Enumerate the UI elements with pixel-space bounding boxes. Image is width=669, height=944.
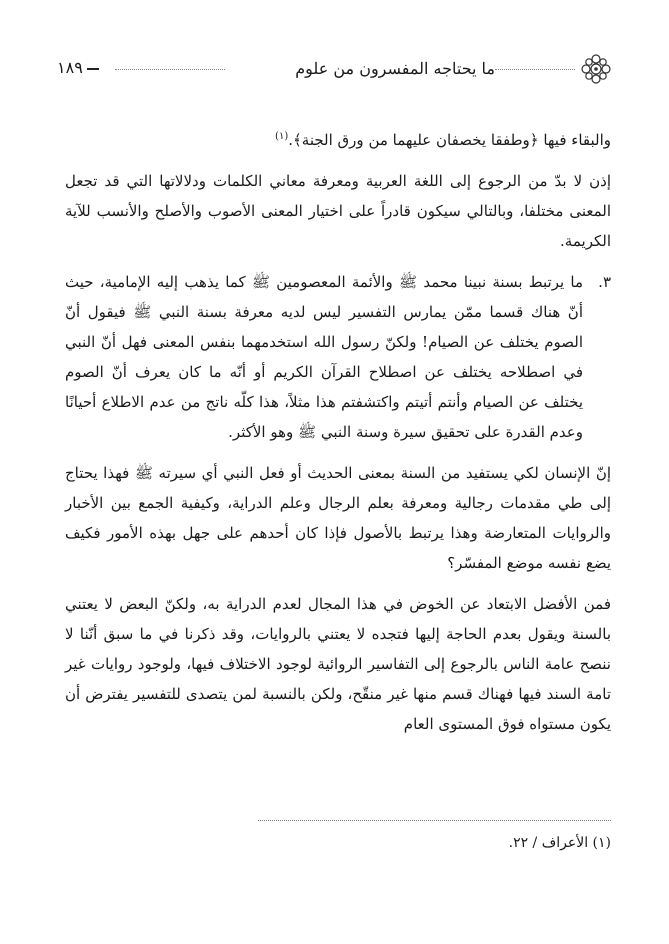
paragraph-4: إنّ الإنسان لكي يستفيد من السنة بمعنى الحديث أو فعل النبي أي سيرته ﷺ فهذا يحتاج إلى طي مقدمات رجالية ومعرفة بعلم الرجال وعلم الدراية، وكيفية الجمع بين الأخبار والروايات المتعارضة وهذا يرتبط بالأصول فإذا كان أحدهم على جهل بهذه الأمور فكيف يضع نفسه موضع المفسّر؟ <box>65 464 611 572</box>
floral-ornament-icon <box>579 52 613 86</box>
page-number <box>57 58 99 78</box>
footnote: (١) الأعراف / ٢٢. <box>508 835 611 851</box>
paragraph-1-text: والبقاء فيها ﴿وطفقا يخصفان عليهما من ورق الجنة﴾. <box>288 131 611 149</box>
main-text <box>65 122 611 750</box>
footnote-reference: (١) <box>275 131 289 142</box>
paragraph-2: إذن لا بدّ من الرجوع إلى اللغة العربية ومعرفة معاني الكلمات ودلالاتها التي قد تجعل المعنى مختلفا، وبالتالي سيكون قادراً على اختيار المعنى الأصوب والأصلح والأنسب للآية الكريمة. <box>65 172 611 250</box>
paragraph-5: فمن الأفضل الابتعاد عن الخوض في هذا المجال لعدم الدراية به، ولكنّ البعض لا يعتني بالسنة ويقول بعدم الحاجة إليها فتجده لا يعتني بالروايات، وقد ذكرنا في ما سبق أنّنا لا ننصح عامة الناس بالرجوع إلى التفاسير الروائية لوجود الاختلاف فيها، ولوجود روايات غير تامة السند فيها فهناك قسم منها غير منقّح، ولكن بالنسبة لمن يتصدى للتفسير يفترض أن يكون مستواه فوق المستوى العام <box>65 595 611 733</box>
page-number-value: ١٨٩ <box>57 58 83 77</box>
numbered-item-3 <box>65 267 611 447</box>
item-text: ما يرتبط بسنة نبينا محمد ﷺ والأئمة المعصومين ﷺ كما يذهب إليه الإمامية، حيث أنّ هناك قسما ممّن يمارس التفسير ليس لديه معرفة بسنة النبي ﷺ فيقول أنّ الصوم يختلف عن الصيام! ولكنّ رسول الله استخدمهما بنفس المعنى فهل أنّ النبي في اصطلاحه يختلف عن اصطلاح القرآن الكريم أو أنّه ما كان يعرف أنّ الصوم يختلف عن الصيام وأنتم أتيتم واكتشفتم هذا مثلاً، هذا كلّه ناتج من عدم الاطلاع أحيانًا وعدم القدرة على تحقيق سيرة وسنة النبي ﷺ وهو الأكثر. <box>65 273 583 441</box>
header-divider-right <box>495 69 575 70</box>
header-divider-left <box>115 69 225 70</box>
running-title: ما يحتاجه المفسرون من علوم <box>295 59 495 78</box>
footnote-separator <box>258 820 611 821</box>
dash-icon <box>87 68 99 70</box>
paragraph-1 <box>65 122 611 155</box>
item-number: ٣. <box>598 273 611 291</box>
page-header <box>55 52 615 92</box>
